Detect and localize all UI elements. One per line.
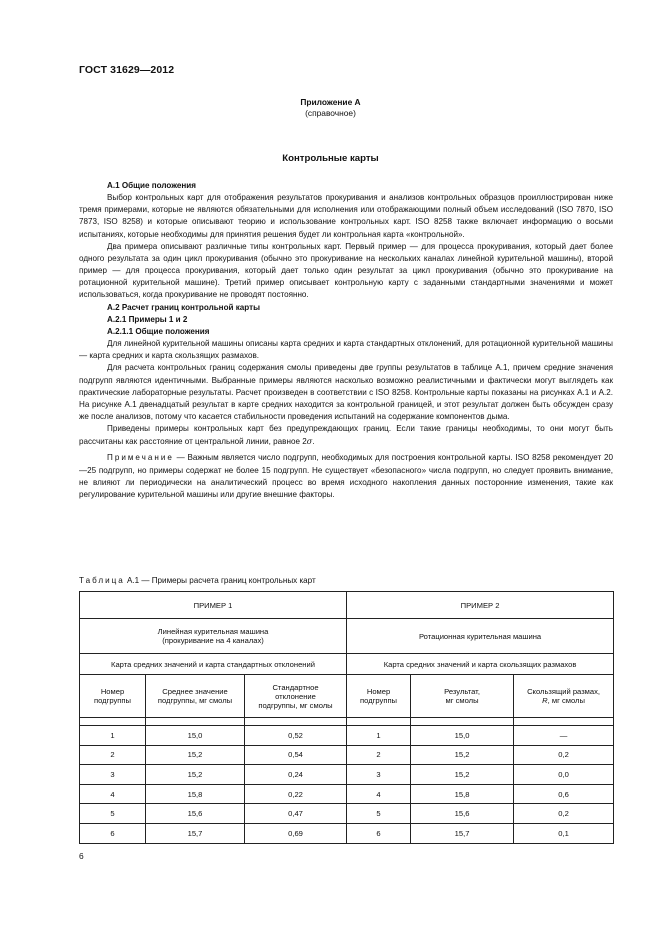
cell: 0,0 <box>514 765 614 785</box>
paragraph-a1-1: Выбор контрольных карт для отображения результатов прокуривания и анализов контрольных образцов проиллюстрирован ниже тремя примерами, которые не являются обязательными для исполнения или отображающими полный объем исследований (ISO 7870, ISO 7873, ISO 8258) и которые описывают теорию и использование контрольных карт. ISO 8258 также включает информацию о восьми испытаниях, которые необходимы для принятия решения будет ли контрольная карта «контрольной». <box>79 193 613 239</box>
col1-line2: подгруппы <box>94 696 131 705</box>
machine1-line1: Линейная курительная машина <box>157 627 269 636</box>
col2-line2: подгруппы, мг смолы <box>157 696 233 705</box>
cell: 0,54 <box>245 745 347 765</box>
main-title: Контрольные карты <box>282 153 379 164</box>
col-header-subgroup-2 <box>347 675 411 718</box>
table-row <box>80 823 614 843</box>
cell: 5 <box>80 804 146 824</box>
col5-line2: мг смолы <box>445 696 479 705</box>
section-heading-a21: А.2.1 Примеры 1 и 2 <box>107 314 188 324</box>
col-header-result <box>411 675 514 718</box>
cell: 0,52 <box>245 726 347 746</box>
col-header-stddev <box>245 675 347 718</box>
paragraph-a211-3 <box>79 423 613 448</box>
machine2-cell: Ротационная курительная машина <box>347 619 614 654</box>
data-rows <box>80 726 614 844</box>
chart2-cell: Карта средних значений и карта скользящих размахов <box>347 654 614 675</box>
example1-header: ПРИМЕР 1 <box>80 592 347 619</box>
cell: 2 <box>347 745 411 765</box>
col6-line2: , мг смолы <box>547 696 585 705</box>
cell: 6 <box>80 823 146 843</box>
page-number: 6 <box>79 851 84 861</box>
cell: 15,0 <box>411 726 514 746</box>
cell: 0,22 <box>245 784 347 804</box>
table-row <box>80 784 614 804</box>
column-header-row <box>80 675 614 718</box>
chart-type-row <box>80 654 614 675</box>
section-heading-a2: А.2 Расчет границ контрольной карты <box>107 302 261 312</box>
col4-line1: Номер <box>366 687 391 696</box>
note-label: Примечание <box>107 453 174 463</box>
spacer-cell <box>347 718 411 726</box>
table-header-row <box>80 592 614 619</box>
spacer-cell <box>411 718 514 726</box>
cell: 15,8 <box>411 784 514 804</box>
cell: 0,47 <box>245 804 347 824</box>
section-heading-a211: А.2.1.1 Общие положения <box>107 326 210 336</box>
col-header-moving-range <box>514 675 614 718</box>
annex-title: Приложение А <box>300 97 361 107</box>
cell: 15,7 <box>411 823 514 843</box>
cell: 0,69 <box>245 823 347 843</box>
table-caption <box>79 576 316 585</box>
paragraph-a211-2: Для расчета контрольных границ содержания смолы приведены две группы результатов в таблице А.1, причем средние значения подгрупп являются идентичными. Выбранные примеры являются насколько возможно реалистичными и фактически могут выглядеть как практические лабораторные результаты. Расчет произведен в соответствии с ISO 8258. Контрольные карты показаны на рисунках А.1 и А.2. На рисунке А.1 двенадцатый результат в карте средних находится за контрольной границей, и этот результат должен быть обсужден сразу же после анализов, потому что касается стабильности проведения испытаний на содержание компонентов дыма. <box>79 363 613 421</box>
paragraph-a1-2: Два примера описывают различные типы контрольных карт. Первый пример — для процесса прокуривания, который дает более одного результата за один цикл прокуривания (обычно это прокуривание на нескольких каналах линейной курительной машины), второй пример — для процесса прокуривания, который дает только один результат за цикл прокуривания (обычно это прокуривание на ротационной курительной машине). Третий пример описывает контрольную карту с заданными стандартными значениями и может использоваться, когда прокуривание не проводят постоянно. <box>79 241 613 300</box>
cell: 15,2 <box>411 745 514 765</box>
data-table <box>79 591 614 844</box>
cell: 15,0 <box>146 726 245 746</box>
table-caption-text: А.1 — Примеры расчета границ контрольных карт <box>124 576 316 585</box>
cell: 4 <box>80 784 146 804</box>
chart1-cell: Карта средних значений и карта стандартных отклонений <box>80 654 347 675</box>
col5-line1: Результат, <box>444 687 480 696</box>
cell: 15,2 <box>411 765 514 785</box>
machine1-line2: (прокуривание на 4 каналах) <box>162 636 264 645</box>
cell: 5 <box>347 804 411 824</box>
spacer-cell <box>80 718 146 726</box>
cell: 0,1 <box>514 823 614 843</box>
cell: 3 <box>347 765 411 785</box>
paragraph-a211-3-text: Приведены примеры контрольных карт без предупреждающих границ. Если такие границы необходимы, то они могут быть рассчитаны как расстояние от центральной линии, равное 2 <box>79 424 613 447</box>
spacer-row <box>80 718 614 726</box>
cell: 0,2 <box>514 804 614 824</box>
col-header-mean <box>146 675 245 718</box>
col3-line1: Стандартное <box>272 682 319 692</box>
cell: 4 <box>347 784 411 804</box>
col6-line1: Скользящий размах, <box>527 687 601 696</box>
example2-header: ПРИМЕР 2 <box>347 592 614 619</box>
cell: 15,2 <box>146 765 245 785</box>
table-row <box>80 726 614 746</box>
cell: 15,2 <box>146 745 245 765</box>
col-header-subgroup-1 <box>80 675 146 718</box>
annex-subtitle: (справочное) <box>305 108 356 118</box>
spacer-cell <box>245 718 347 726</box>
table-row <box>80 804 614 824</box>
cell: 0,24 <box>245 765 347 785</box>
col4-line2: подгруппы <box>360 696 398 705</box>
paragraph-a211-3-end: . <box>312 437 315 447</box>
note-paragraph <box>79 452 613 501</box>
sigma-symbol: σ <box>306 436 313 447</box>
table-row <box>80 765 614 785</box>
cell: 0,6 <box>514 784 614 804</box>
col1-line1: Номер <box>100 687 125 696</box>
col2-line1: Среднее значение <box>162 687 228 696</box>
spacer-cell <box>146 718 245 726</box>
cell: 1 <box>80 726 146 746</box>
col6-R: R <box>542 696 548 705</box>
cell: 15,8 <box>146 784 245 804</box>
cell: 3 <box>80 765 146 785</box>
table-row <box>80 745 614 765</box>
note-text: — Важным является число подгрупп, необходимых для построения контрольной карты. ISO 8258 рекомендует 20—25 подгрупп, но примеры содержат не более 15 подгрупп. Не существует «безопасного» числа подгрупп, но следует проявить внимание, не влияют ли периодически на аналитический процесс во время исходного накопления данных посторонние изменения, такие как регулирование курительной машины или другие внешние факторы. <box>79 453 613 499</box>
col3-line2: отклонение <box>275 691 316 701</box>
body-text <box>79 180 613 501</box>
cell: — <box>514 726 614 746</box>
cell: 6 <box>347 823 411 843</box>
table-caption-label: Таблица <box>79 576 125 585</box>
document-header: ГОСТ 31629—2012 <box>79 64 175 76</box>
spacer-cell <box>514 718 614 726</box>
cell: 2 <box>80 745 146 765</box>
cell: 15,6 <box>411 804 514 824</box>
col3-line3: подгруппы, мг смолы <box>258 700 333 710</box>
cell: 1 <box>347 726 411 746</box>
paragraph-a211-1: Для линейной курительной машины описаны карта средних и карта стандартных отклонений, для ротационной курительной машины — карта средних и карта скользящих размахов. <box>79 339 613 361</box>
cell: 15,7 <box>146 823 245 843</box>
machine1-cell <box>80 619 347 654</box>
cell: 0,2 <box>514 745 614 765</box>
machine-row <box>80 619 614 654</box>
cell: 15,6 <box>146 804 245 824</box>
section-heading-a1: А.1 Общие положения <box>107 181 196 190</box>
